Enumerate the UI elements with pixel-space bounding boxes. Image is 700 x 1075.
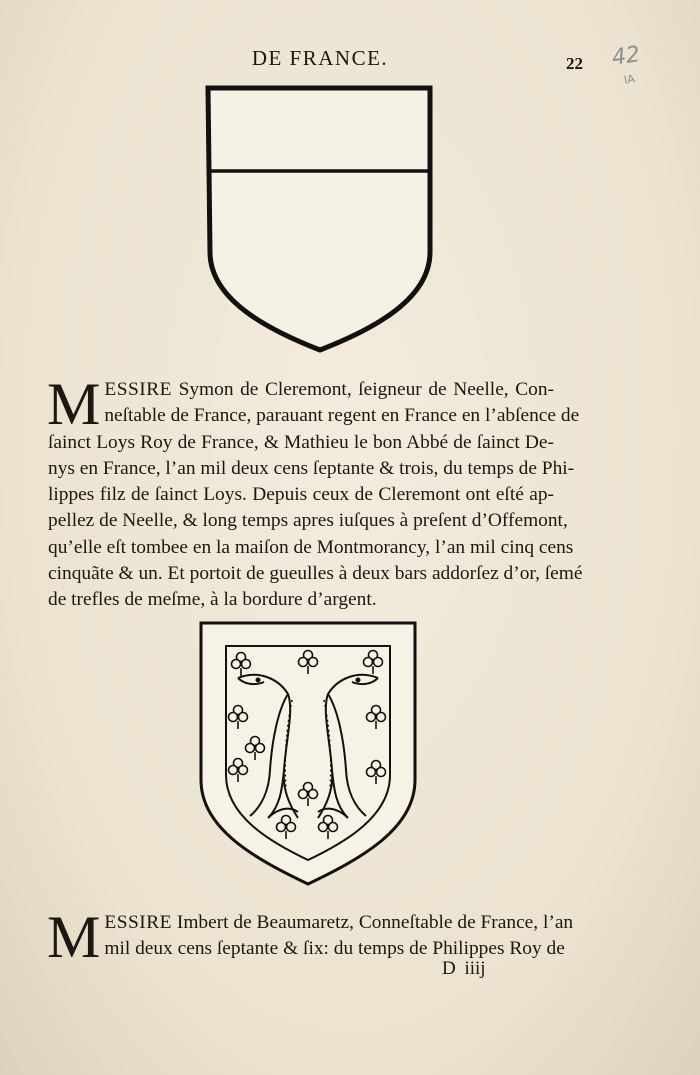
coat-of-arms-chief	[204, 84, 436, 356]
running-head	[0, 46, 700, 71]
text-line: ESSIRE Imbert de Beaumaretz, Conneſtable de France, l’an	[104, 912, 574, 933]
text-line: ſainct Loys Roy de France, & Mathieu le bon Abbé de ſainct De-	[48, 431, 554, 453]
entry-symon-de-cleremont	[47, 371, 583, 614]
pencil-mark: IA	[622, 72, 637, 87]
first-word: ESSIRE	[104, 912, 173, 933]
first-word: ESSIRE	[104, 379, 173, 400]
drop-cap: M	[47, 371, 101, 437]
running-head-text: DE FRANCE.	[251, 46, 389, 70]
text-line: cinquãte & un. Et portoit de gueulles à deux bars addorſez d’or, ſemé	[48, 563, 583, 585]
drop-cap: M	[47, 904, 101, 970]
text-line: qu’elle eſt tombee en la maiſon de Montmorancy, l’an mil cinq cens	[48, 536, 574, 558]
signature-mark: D iiij	[442, 958, 486, 979]
coat-of-arms-barbels	[198, 620, 418, 888]
text-line: mil deux cens ſeptante & ſix: du temps de Philippes Roy de	[104, 938, 565, 960]
text-line: pellez de Neelle, & long temps apres iuſques à preſent d’Offemont,	[48, 510, 568, 532]
text-line: lippes filz de ſainct Loys. Depuis ceux de Cleremont ont eſté ap-	[48, 484, 554, 506]
text-line: neſtable de France, parauant regent en France en l’abſence de	[104, 405, 580, 427]
text-line: de trefles de meſme, à la bordure d’argent.	[48, 589, 377, 611]
folio-number: 22	[566, 54, 583, 73]
text-line: nys en France, l’an mil deux cens ſeptante & trois, du temps de Phi-	[48, 457, 575, 479]
pencil-folio: 42	[610, 42, 642, 71]
text-line: ESSIRE Symon de Cleremont, ſeigneur de Neelle, Con-	[104, 379, 554, 400]
